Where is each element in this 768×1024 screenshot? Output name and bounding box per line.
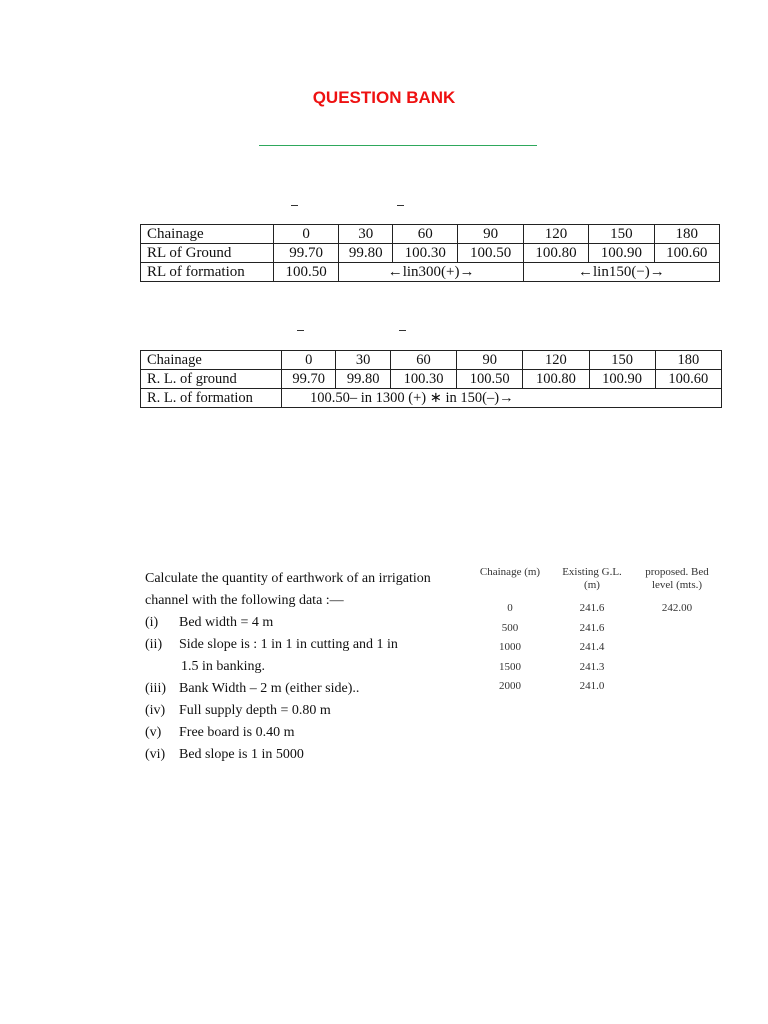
table-cell: 180 [654,225,719,244]
list-item [145,612,465,634]
table-cell: 241.4 [579,641,605,653]
table-row [470,680,730,700]
column-header-line: proposed. Bed [645,566,709,578]
table-row [470,641,730,661]
table-cell: 500 [501,621,519,634]
dash-mark [399,330,406,331]
row-header: R. L. of ground [141,370,282,389]
table-cell: 0 [282,351,336,370]
table-cell: 99.70 [274,244,339,263]
table-row [141,389,722,408]
table-cell: 120 [523,225,588,244]
chainage-table-1 [140,224,720,282]
level-data-table [470,566,730,700]
row-header: RL of Ground [141,244,274,263]
table-row [141,370,722,389]
list-item [145,722,465,744]
problem-intro: Calculate the quantity of earthwork of an irrigation [145,571,431,586]
column-header: Chainage (m) [479,566,541,578]
item-number: (ii) [145,637,163,652]
table-cell: 120 [523,351,589,370]
row-header: Chainage [141,351,282,370]
formation-gradient: 100.50– in 1300 (+) ∗ in 150(–)→ [282,389,722,408]
item-text: Full supply depth = 0.80 m [179,703,331,718]
table-cell: 99.80 [339,244,393,263]
table-cell: 1000 [499,641,521,653]
table-cell: 99.70 [282,370,336,389]
item-number: (v) [145,725,162,740]
table-cell: 150 [589,351,655,370]
table-cell: 100.50 [274,263,339,282]
column-header [554,566,630,592]
table-cell: 100.80 [523,370,589,389]
column-header-line: Existing G.L. [562,566,622,578]
table-cell: 0 [274,225,339,244]
table-cell: 241.0 [579,680,605,692]
item-number: (iii) [145,681,166,696]
table-cell: 90 [457,351,523,370]
list-item [145,678,465,700]
table-header-row [470,566,730,602]
dash-mark [297,330,304,331]
list-item [145,744,465,766]
dash-mark [397,205,404,206]
table-cell: 241.3 [579,660,605,673]
problem-intro: channel with the following data :— [145,593,344,608]
table-cell: 100.60 [654,244,719,263]
item-number: (vi) [145,747,166,762]
table-cell: 99.80 [336,370,390,389]
chainage-table-2 [140,350,722,408]
table-cell: 100.50 [458,244,523,263]
table-row [470,622,730,642]
table-cell: 100.30 [390,370,456,389]
table-cell: 30 [339,225,393,244]
table-cell: 150 [589,225,654,244]
table-cell: 100.80 [523,244,588,263]
column-header-line: level (mts.) [651,579,703,591]
item-text: Free board is 0.40 m [179,725,295,740]
table-cell: 60 [390,351,456,370]
table-cell: 100.90 [589,370,655,389]
problem-statement [145,568,465,766]
item-text: Bed width = 4 m [179,615,274,630]
table-cell: 241.6 [579,602,605,614]
table-cell: 100.60 [655,370,721,389]
table-cell: 1500 [499,660,521,673]
table-cell: 90 [458,225,523,244]
item-number: (iv) [145,703,166,718]
table-row [141,351,722,370]
table-cell: 30 [336,351,390,370]
row-header: RL of formation [141,263,274,282]
list-item [145,700,465,722]
table-row [141,225,720,244]
table-row [470,602,730,622]
table-row [470,661,730,681]
table-cell: 100.30 [393,244,458,263]
table-cell: 0 [507,602,513,614]
formation-gradient-up: ←lin300(+)→ [339,263,523,282]
table-cell: 241.6 [579,621,605,634]
column-header-line: (m) [584,579,600,591]
table-cell: 100.90 [589,244,654,263]
column-header [632,566,722,592]
table-row [141,263,720,282]
item-text: Bed slope is 1 in 5000 [179,747,304,762]
table-cell: 60 [393,225,458,244]
item-text: Bank Width – 2 m (either side).. [179,681,360,696]
row-header: Chainage [141,225,274,244]
table-row [141,244,720,263]
table-cell: 242.00 [661,602,693,614]
table-cell: 100.50 [457,370,523,389]
table-cell: 2000 [499,680,521,692]
page-title: QUESTION BANK [312,88,456,107]
item-text: Side slope is : 1 in 1 in cutting and 1 in [179,637,398,652]
title-underline [259,145,537,146]
item-continuation: 1.5 in banking. [181,659,265,674]
dash-mark [291,205,298,206]
list-item [145,634,465,656]
item-number: (i) [145,615,159,630]
row-header: R. L. of formation [141,389,282,408]
table-cell: 180 [655,351,721,370]
formation-gradient-down: ←lin150(−)→ [523,263,719,282]
